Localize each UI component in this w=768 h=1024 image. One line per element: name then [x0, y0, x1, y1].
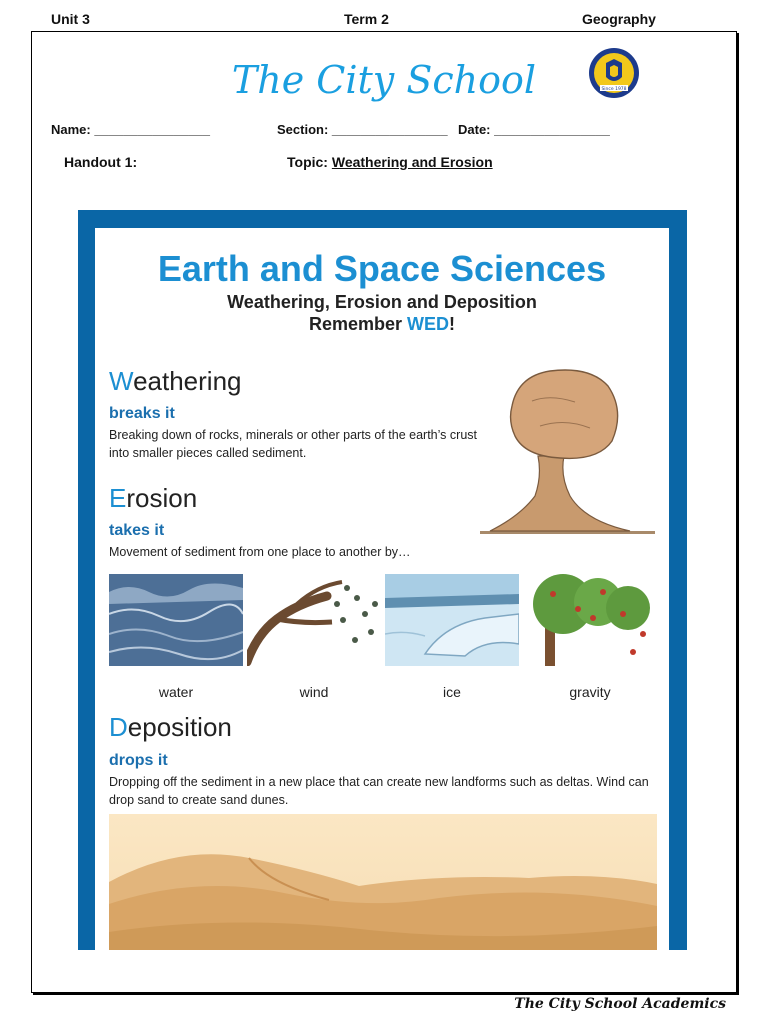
section-field: Section: ________________: [277, 122, 448, 137]
date-field: Date: ________________: [458, 122, 610, 137]
topic-line: [287, 154, 493, 170]
erosion-heading: Erosion: [109, 483, 198, 513]
weathering-description: Breaking down of rocks, minerals or other parts of the earth’s crust into smaller pieces called sediment.: [109, 428, 477, 460]
unit-label: Unit 3: [51, 11, 90, 27]
agent-label-ice: ice: [443, 684, 461, 700]
erosion-description: Movement of sediment from one place to another by…: [109, 545, 411, 559]
school-logo: [588, 47, 640, 99]
poster: [95, 228, 669, 950]
wind-image: [247, 574, 381, 666]
name-field: Name: ________________: [51, 122, 211, 137]
weathering-keyword: breaks it: [109, 405, 175, 422]
ice-image: [385, 574, 519, 666]
subject-label: Geography: [582, 11, 656, 27]
balanced-rock-image: [480, 366, 655, 536]
deposition-keyword: drops it: [109, 752, 168, 769]
remember-line: Remember WED!: [308, 314, 456, 334]
term-label: Term 2: [344, 11, 389, 27]
agent-label-gravity: gravity: [569, 684, 611, 700]
deposition-description: Dropping off the sediment in a new place that can create new landforms such as deltas. Wind can drop sand to create sand dunes.: [109, 775, 649, 807]
sand-dunes-image: [109, 814, 657, 950]
school-name: The City School: [231, 58, 537, 102]
deposition-heading: Deposition: [109, 712, 232, 742]
weathering-heading: Weathering: [109, 366, 242, 396]
gravity-image: [523, 574, 657, 666]
handout-label: Handout 1:: [64, 154, 138, 170]
erosion-keyword: takes it: [109, 522, 165, 539]
logo-text: Since 1978: [601, 87, 627, 92]
poster-subtitle: Weathering, Erosion and Deposition: [227, 292, 537, 312]
poster-title: Earth and Space Sciences: [157, 248, 607, 289]
agent-label-wind: wind: [299, 684, 329, 700]
footer-text: The City School Academics: [514, 996, 726, 1012]
agent-label-water: water: [158, 684, 194, 700]
topic-label: Topic:: [287, 154, 328, 170]
topic-value: Weathering and Erosion: [331, 154, 493, 170]
water-image: [109, 574, 243, 666]
